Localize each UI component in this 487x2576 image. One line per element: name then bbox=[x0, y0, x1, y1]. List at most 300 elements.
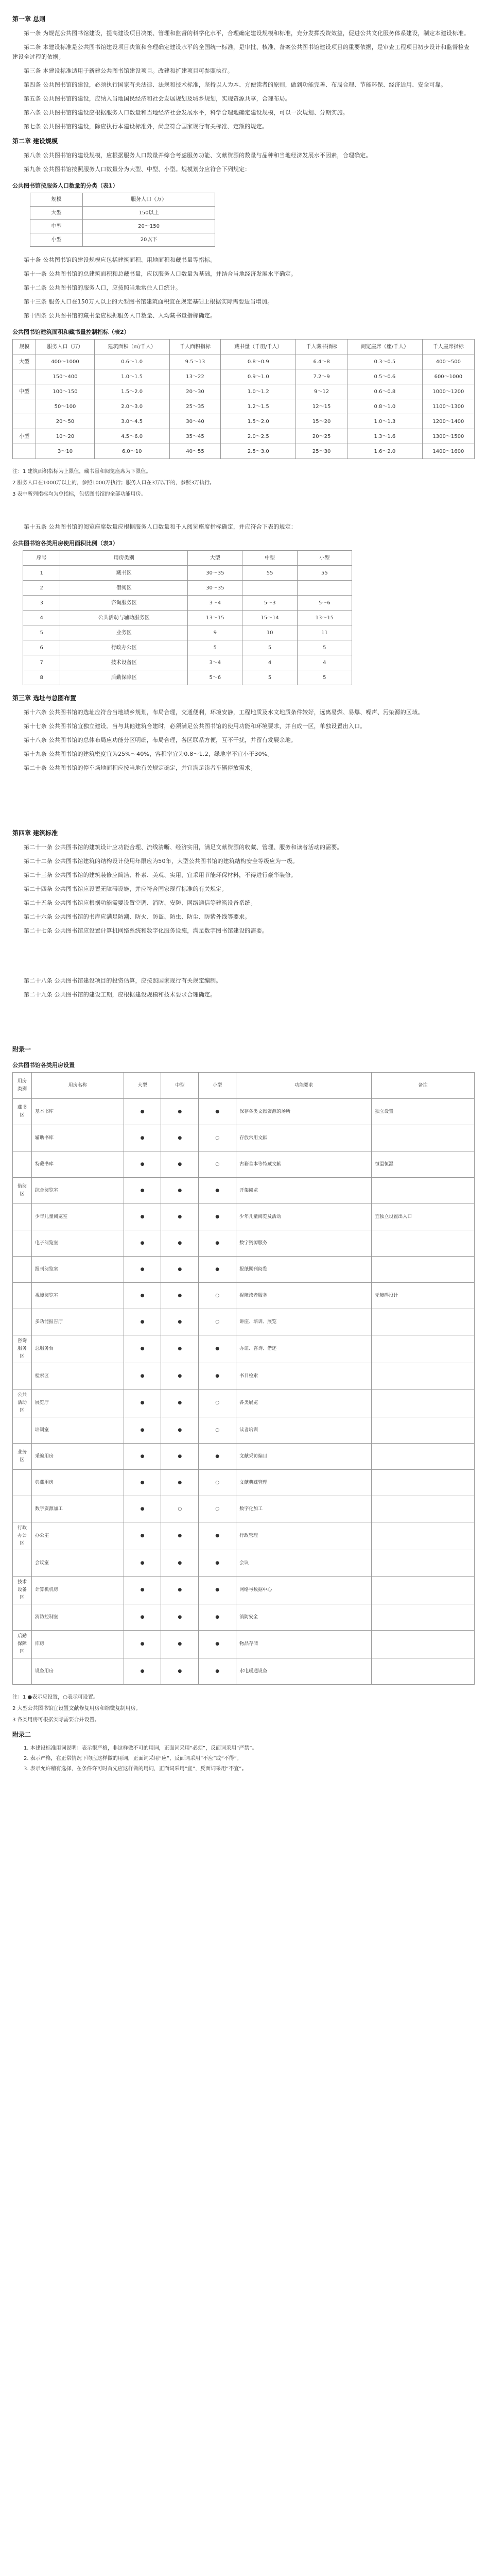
table-cell: 13～22 bbox=[169, 369, 221, 384]
table-cell: ● bbox=[161, 1309, 199, 1335]
appendix-note: 注：1 ●表示应设置，○表示可设置。 bbox=[12, 1694, 98, 1700]
table-row bbox=[13, 1335, 475, 1363]
table-cell: ● bbox=[199, 1230, 236, 1257]
table-cell: 保存各类文献资源的场所 bbox=[236, 1099, 372, 1125]
table-cell: ● bbox=[124, 1522, 161, 1550]
table-header-row bbox=[30, 193, 215, 207]
table-row bbox=[13, 1099, 475, 1125]
table-cell: 各类展览 bbox=[236, 1389, 372, 1417]
table-cell: 1.5～2.0 bbox=[94, 384, 169, 399]
paragraph: 第十条 公共图书馆的建设规模应包括建筑面积、用地面积和藏书量等指标。 bbox=[24, 257, 216, 263]
table-row bbox=[13, 1204, 475, 1230]
table-cell: 培训室 bbox=[32, 1417, 124, 1444]
table-4-caption: 公共图书馆各类用房设置 bbox=[12, 1062, 75, 1069]
table-cell: ● bbox=[124, 1577, 161, 1604]
table-cell bbox=[372, 1309, 475, 1335]
table-header-cell: 千人座席指标 bbox=[422, 340, 474, 354]
paragraph: 第三条 本建设标准适用于新建公共图书馆建设项目。改建和扩建项目可参照执行。 bbox=[24, 67, 233, 74]
chapter-heading-4: 第四章 建筑标准 bbox=[12, 829, 58, 837]
table-cell: 6.4～8 bbox=[296, 354, 347, 369]
table-cell: ○ bbox=[199, 1125, 236, 1151]
paragraph: 第八条 公共图书馆的建设规模，应根据服务人口数量并综合考虑服务功能、文献资源的数量与品种和当地经济发展水平因素，合理确定。 bbox=[24, 152, 372, 159]
table-cell: 数字资源服务 bbox=[236, 1230, 372, 1257]
table-cell: 基本书库 bbox=[32, 1099, 124, 1125]
table-cell: 1300～1500 bbox=[422, 429, 474, 444]
table-cell bbox=[13, 1230, 32, 1257]
table-cell: 咨询服务区 bbox=[60, 596, 188, 611]
table-cell bbox=[372, 1335, 475, 1363]
appendix-note: 3 各类用房可根据实际需要合并设置。 bbox=[12, 1717, 100, 1723]
table-cell: 1.6～2.0 bbox=[347, 444, 423, 459]
table-cell bbox=[372, 1178, 475, 1204]
table-row bbox=[13, 1522, 475, 1550]
table-cell: 6 bbox=[23, 640, 60, 655]
table-cell: 电子阅览室 bbox=[32, 1230, 124, 1257]
paragraph: 第九条 公共图书馆按照服务人口数量分为大型、中型、小型。规模划分应符合下列规定： bbox=[24, 166, 251, 173]
table-cell: ● bbox=[161, 1389, 199, 1417]
table-row bbox=[23, 655, 352, 670]
table-cell: 数字资源加工 bbox=[32, 1496, 124, 1522]
paragraph: 第四条 公共图书馆的建设，必须执行国家有关法律、法规和技术标准，坚持以人为本、方便读者的原则，做到功能完善、布局合理、节能环保、经济适用、安全可靠。 bbox=[24, 81, 447, 88]
table-row bbox=[13, 399, 475, 414]
table-row bbox=[13, 1309, 475, 1335]
table-cell: ● bbox=[199, 1658, 236, 1685]
paragraph: 第十六条 公共图书馆的选址应符合当地城乡规划，布局合理，交通便利，环境安静，工程地质及水文地质条件较好，远离易燃、易爆、噪声、污染源的区域。 bbox=[24, 709, 424, 716]
table-cell: 行政管理 bbox=[236, 1522, 372, 1550]
table-cell: 0.9～1.0 bbox=[221, 369, 296, 384]
table-cell: 后勤保障区 bbox=[13, 1631, 32, 1658]
table-cell: 0.3～0.5 bbox=[347, 354, 423, 369]
paragraph: 第二十条 公共图书馆的停车场地面积应按当地有关规定确定，并宜满足读者车辆停放需求。 bbox=[24, 765, 256, 771]
table-cell bbox=[372, 1363, 475, 1389]
table-header-cell: 用房名称 bbox=[32, 1073, 124, 1099]
table-cell: 5～3 bbox=[242, 596, 297, 611]
table-cell bbox=[372, 1496, 475, 1522]
table-cell bbox=[13, 399, 36, 414]
table-cell bbox=[13, 369, 36, 384]
table-cell: ● bbox=[124, 1470, 161, 1496]
table-cell: 技术设备区 bbox=[60, 655, 188, 670]
table-cell bbox=[13, 444, 36, 459]
table-cell: 设备用房 bbox=[32, 1658, 124, 1685]
table-row bbox=[30, 220, 215, 233]
table-row bbox=[13, 1631, 475, 1658]
table-cell bbox=[372, 1444, 475, 1470]
paragraph: 第二十七条 公共图书馆应设置计算机网络系统和数字化服务设施，满足数字图书馆建设的需要。 bbox=[24, 927, 268, 934]
table-row bbox=[13, 429, 475, 444]
table-cell: 5～6 bbox=[188, 670, 242, 685]
table-cell: ● bbox=[124, 1604, 161, 1631]
table-cell bbox=[13, 1470, 32, 1496]
table-cell bbox=[13, 1550, 32, 1577]
table-cell: 1.5～2.0 bbox=[221, 414, 296, 429]
paragraph: 第十九条 公共图书馆的建筑密度宜为25%～40%，容积率宜为0.8～1.2，绿地率不宜小于30%。 bbox=[24, 751, 273, 757]
table-cell: 大型 bbox=[13, 354, 36, 369]
table-header-cell: 服务人口（万） bbox=[83, 193, 215, 207]
table-cell: ● bbox=[124, 1389, 161, 1417]
table-header-cell: 千人藏书指标 bbox=[296, 340, 347, 354]
table-cell: 水电暖通设备 bbox=[236, 1658, 372, 1685]
table-cell: 150～400 bbox=[36, 369, 95, 384]
table-2 bbox=[12, 339, 475, 459]
table-cell: ○ bbox=[199, 1151, 236, 1178]
table-cell: 15～14 bbox=[242, 611, 297, 625]
table-cell bbox=[242, 581, 297, 596]
table-cell: 5 bbox=[188, 640, 242, 655]
table-cell bbox=[13, 1257, 32, 1283]
paragraph: 第二十三条 公共图书馆的建筑装修应简洁、朴素、美观、实用，宜采用节能环保材料，不得进行豪华装修。 bbox=[24, 872, 297, 878]
table-cell: 视障读者服务 bbox=[236, 1283, 372, 1309]
table-cell bbox=[13, 1658, 32, 1685]
chapter-heading-1: 第一章 总则 bbox=[12, 15, 46, 23]
table-cell bbox=[297, 581, 352, 596]
table-cell: 4 bbox=[242, 655, 297, 670]
table-cell: 2.0～3.0 bbox=[94, 399, 169, 414]
table-cell: 物品存储 bbox=[236, 1631, 372, 1658]
paragraph: 第二十二条 公共图书馆建筑的结构设计使用年限应为50年，大型公共图书馆的建筑结构安全等级应为一级。 bbox=[24, 858, 299, 865]
table-cell: ● bbox=[161, 1658, 199, 1685]
table-cell: 读者培训 bbox=[236, 1417, 372, 1444]
table-cell: ● bbox=[124, 1496, 161, 1522]
table-cell: 报刊阅览室 bbox=[32, 1257, 124, 1283]
table-header-cell: 用房类别 bbox=[13, 1073, 32, 1099]
table-cell bbox=[13, 414, 36, 429]
table-cell: ○ bbox=[199, 1417, 236, 1444]
table-cell: 少年儿童阅览室 bbox=[32, 1204, 124, 1230]
table-cell: ● bbox=[124, 1550, 161, 1577]
table-cell bbox=[372, 1631, 475, 1658]
table-cell: 特藏书库 bbox=[32, 1151, 124, 1178]
table-cell: 1.3～1.6 bbox=[347, 429, 423, 444]
appendix-notes bbox=[12, 1693, 475, 1725]
table-cell: 5 bbox=[297, 640, 352, 655]
table-cell: 30～40 bbox=[169, 414, 221, 429]
table-cell bbox=[13, 1604, 32, 1631]
table-header-cell: 藏书量（千册/千人） bbox=[221, 340, 296, 354]
table-cell: 借阅区 bbox=[60, 581, 188, 596]
table-cell: ● bbox=[124, 1444, 161, 1470]
table-row bbox=[13, 1658, 475, 1685]
table-row bbox=[13, 1577, 475, 1604]
table-cell: 7 bbox=[23, 655, 60, 670]
table-cell: 11 bbox=[297, 625, 352, 640]
table-row bbox=[23, 611, 352, 625]
table-cell: 办公室 bbox=[32, 1522, 124, 1550]
table-cell: 综合阅览室 bbox=[32, 1178, 124, 1204]
table-cell: ○ bbox=[199, 1496, 236, 1522]
table-cell: ● bbox=[124, 1658, 161, 1685]
table-cell: ● bbox=[199, 1550, 236, 1577]
table-cell: 1400～1600 bbox=[422, 444, 474, 459]
paragraph: 第二十四条 公共图书馆应设置无障碍设施，并应符合国家现行标准的有关规定。 bbox=[24, 886, 228, 892]
table-cell: ● bbox=[161, 1125, 199, 1151]
table-cell: 宜独立设置出入口 bbox=[372, 1204, 475, 1230]
table-cell: ● bbox=[124, 1631, 161, 1658]
table-cell: 少年儿童阅览及活动 bbox=[236, 1204, 372, 1230]
table-cell: ○ bbox=[199, 1283, 236, 1309]
table-header-cell: 规模 bbox=[30, 193, 83, 207]
table-cell: 恒温恒湿 bbox=[372, 1151, 475, 1178]
table-row bbox=[13, 1257, 475, 1283]
table-cell: 40～55 bbox=[169, 444, 221, 459]
table-header-cell: 规模 bbox=[13, 340, 36, 354]
table-cell: 1.2～1.5 bbox=[221, 399, 296, 414]
table-row bbox=[13, 369, 475, 384]
table-row bbox=[30, 233, 215, 247]
table-cell bbox=[372, 1257, 475, 1283]
table-cell: 报纸期刊阅览 bbox=[236, 1257, 372, 1283]
table-cell: 计算机机房 bbox=[32, 1577, 124, 1604]
table-cell: 20以下 bbox=[83, 233, 215, 247]
table-cell: 咨询服务区 bbox=[13, 1335, 32, 1363]
table-cell: 3 bbox=[23, 596, 60, 611]
table-cell: ● bbox=[124, 1230, 161, 1257]
table-cell: 会议 bbox=[236, 1550, 372, 1577]
table-1-caption: 公共图书馆按服务人口数量的分类（表1） bbox=[12, 182, 118, 189]
paragraph: 第二十一条 公共图书馆的建筑设计应功能合理、流线清晰、经济实用，满足文献资源的收藏、管理、服务和读者活动的需要。 bbox=[24, 844, 343, 851]
table-cell: ● bbox=[161, 1230, 199, 1257]
table-cell: 2.0～2.5 bbox=[221, 429, 296, 444]
table-row bbox=[23, 581, 352, 596]
table-note: 2 服务人口在1000万以上的，参照1000万执行；服务人口在3万以下的，参照3万执行。 bbox=[12, 480, 215, 486]
table-cell: ● bbox=[161, 1283, 199, 1309]
table-header-cell: 中型 bbox=[242, 551, 297, 566]
table-cell: ● bbox=[124, 1099, 161, 1125]
table-cell: ● bbox=[124, 1283, 161, 1309]
paragraph: 第十八条 公共图书馆的总体布局应功能分区明确，布局合理，各区联系方便，互不干扰，并留有发展余地。 bbox=[24, 737, 297, 743]
chapter-heading-2: 第二章 建设规模 bbox=[12, 138, 58, 145]
table-3-caption: 公共图书馆各类用房使用面积比例（表3） bbox=[12, 540, 118, 547]
table-cell bbox=[372, 1604, 475, 1631]
table-header-row bbox=[13, 340, 475, 354]
table-header-cell: 建筑面积（㎡/千人） bbox=[94, 340, 169, 354]
table-cell: 消防安全 bbox=[236, 1604, 372, 1631]
table-cell bbox=[372, 1125, 475, 1151]
table-cell: 5～6 bbox=[297, 596, 352, 611]
table-row bbox=[13, 1389, 475, 1417]
table-row bbox=[23, 640, 352, 655]
table-3 bbox=[23, 550, 352, 685]
table-cell: 文献采访编目 bbox=[236, 1444, 372, 1470]
table-cell: 中型 bbox=[13, 384, 36, 399]
table-cell: 5 bbox=[242, 670, 297, 685]
table-cell: ○ bbox=[199, 1309, 236, 1335]
table-cell: 35～45 bbox=[169, 429, 221, 444]
table-cell bbox=[13, 1151, 32, 1178]
table-cell: 9～12 bbox=[296, 384, 347, 399]
table-cell bbox=[372, 1522, 475, 1550]
table-cell: 大型 bbox=[30, 207, 83, 220]
table-cell: 2.5～3.0 bbox=[221, 444, 296, 459]
appendix-heading: 附录一 bbox=[12, 1046, 31, 1053]
table-cell: 5 bbox=[242, 640, 297, 655]
table-row bbox=[13, 354, 475, 369]
paragraph: 第二十五条 公共图书馆应根据功能需要设置空调、消防、安防、网络通信等建筑设备系统。 bbox=[24, 900, 256, 906]
table-cell: 4.5～6.0 bbox=[94, 429, 169, 444]
table-cell: 4 bbox=[297, 655, 352, 670]
appendix-note: 2 大型公共图书馆宜设置文献修复用房和缩微复制用房。 bbox=[12, 1706, 141, 1711]
table-header-cell: 千人面积指标 bbox=[169, 340, 221, 354]
table-cell: 辅助书库 bbox=[32, 1125, 124, 1151]
table-cell: 20～50 bbox=[36, 414, 95, 429]
table-cell bbox=[372, 1230, 475, 1257]
table-cell bbox=[372, 1658, 475, 1685]
table-cell: 600～1000 bbox=[422, 369, 474, 384]
table-header-cell: 序号 bbox=[23, 551, 60, 566]
table-cell: 13～15 bbox=[297, 611, 352, 625]
table-cell: ● bbox=[199, 1444, 236, 1470]
paragraph: 第二十八条 公共图书馆建设项目的投资估算，应按照国家现行有关规定编制。 bbox=[24, 977, 222, 984]
table-cell: 9 bbox=[188, 625, 242, 640]
table-cell: 3～4 bbox=[188, 596, 242, 611]
table-cell: 独立设置 bbox=[372, 1099, 475, 1125]
table-cell: 3～4 bbox=[188, 655, 242, 670]
table-1 bbox=[30, 193, 215, 247]
table-cell: 1.0～1.2 bbox=[221, 384, 296, 399]
paragraph: 第六条 公共图书馆的建设应根据服务人口数量和当地经济社会发展水平，科学合理地确定建设规模，可以一次规划、分期实施。 bbox=[24, 109, 349, 116]
table-cell: ● bbox=[124, 1178, 161, 1204]
table-cell: 藏书区 bbox=[13, 1099, 32, 1125]
table-cell bbox=[13, 1363, 32, 1389]
table-cell bbox=[13, 1204, 32, 1230]
paragraph: 第二十六条 公共图书馆的书库应满足防潮、防火、防盗、防虫、防尘、防紫外线等要求。 bbox=[24, 913, 251, 920]
paragraph: 第十二条 公共图书馆的服务人口，应按照当地常住人口统计。 bbox=[24, 284, 182, 291]
table-cell: 展览厅 bbox=[32, 1389, 124, 1417]
paragraph: 第十三条 服务人口在150万人以上的大型图书馆建筑面积宜在规定基础上根据实际需要适当增加。 bbox=[24, 298, 273, 305]
table-cell: 55 bbox=[242, 566, 297, 581]
table-cell: ● bbox=[161, 1444, 199, 1470]
table-cell: 50～100 bbox=[36, 399, 95, 414]
table-cell: 5 bbox=[23, 625, 60, 640]
table-cell: ● bbox=[199, 1577, 236, 1604]
table-cell bbox=[372, 1417, 475, 1444]
table-cell: 0.6～0.8 bbox=[347, 384, 423, 399]
table-cell: 20～150 bbox=[83, 220, 215, 233]
table-cell: ● bbox=[199, 1099, 236, 1125]
table-cell: 公共活动与辅助服务区 bbox=[60, 611, 188, 625]
table-header-cell: 用房类别 bbox=[60, 551, 188, 566]
table-cell: ● bbox=[161, 1604, 199, 1631]
table-cell: 150以上 bbox=[83, 207, 215, 220]
table-row bbox=[23, 625, 352, 640]
table-cell: 0.8～0.9 bbox=[221, 354, 296, 369]
table-cell: 9.5～13 bbox=[169, 354, 221, 369]
table-cell: 3～10 bbox=[36, 444, 95, 459]
table-cell: ● bbox=[161, 1363, 199, 1389]
table-4 bbox=[12, 1072, 475, 1685]
table-header-cell: 小型 bbox=[199, 1073, 236, 1099]
table-cell: 存放常用文献 bbox=[236, 1125, 372, 1151]
table-row bbox=[13, 444, 475, 459]
table-cell: 30～35 bbox=[188, 566, 242, 581]
table-row bbox=[13, 1363, 475, 1389]
table-cell: 典藏用房 bbox=[32, 1470, 124, 1496]
table-cell: ● bbox=[161, 1577, 199, 1604]
table-cell: 2 bbox=[23, 581, 60, 596]
table-cell: 书目检索 bbox=[236, 1363, 372, 1389]
table-header-cell: 大型 bbox=[124, 1073, 161, 1099]
table-cell: 1000～1200 bbox=[422, 384, 474, 399]
chapter-heading-3: 第三章 选址与总图布置 bbox=[12, 694, 77, 702]
table-cell: ● bbox=[161, 1417, 199, 1444]
table-cell: ○ bbox=[161, 1496, 199, 1522]
table-cell bbox=[13, 1125, 32, 1151]
table-cell: 15～20 bbox=[296, 414, 347, 429]
paragraph: 第五条 公共图书馆的建设，应纳入当地国民经济和社会发展规划及城乡规划，实现资源共享，合理布局。 bbox=[24, 95, 291, 102]
table-row bbox=[13, 1230, 475, 1257]
paragraph: 第七条 公共图书馆的建设，除应执行本建设标准外，尚应符合国家现行有关标准、定额的规定。 bbox=[24, 123, 268, 130]
table-row bbox=[13, 1283, 475, 1309]
table-cell: 20～30 bbox=[169, 384, 221, 399]
table-cell: ● bbox=[199, 1604, 236, 1631]
table-cell: 55 bbox=[297, 566, 352, 581]
table-cell: 会议室 bbox=[32, 1550, 124, 1577]
table-header-cell: 小型 bbox=[297, 551, 352, 566]
table-row bbox=[13, 1417, 475, 1444]
table-header-row bbox=[13, 1073, 475, 1099]
table-cell: 多功能报告厅 bbox=[32, 1309, 124, 1335]
table-cell: 藏书区 bbox=[60, 566, 188, 581]
table-cell: 100～150 bbox=[36, 384, 95, 399]
table-cell: 公共活动区 bbox=[13, 1389, 32, 1417]
table-cell: ● bbox=[199, 1631, 236, 1658]
table-cell: ● bbox=[199, 1363, 236, 1389]
list-item: 1. 本建设标准用词说明：表示很严格，非这样做不可的用词，正面词采用“必须”，反面词采用“严禁”。 bbox=[24, 1745, 257, 1751]
table-cell: ● bbox=[124, 1363, 161, 1389]
table-cell: ● bbox=[124, 1417, 161, 1444]
table-cell bbox=[372, 1389, 475, 1417]
table-cell: 30～35 bbox=[188, 581, 242, 596]
table-cell: 小型 bbox=[30, 233, 83, 247]
table-cell: 400～1000 bbox=[36, 354, 95, 369]
table-header-cell: 大型 bbox=[188, 551, 242, 566]
table-header-cell: 阅览座席（座/千人） bbox=[347, 340, 423, 354]
table-cell: 8 bbox=[23, 670, 60, 685]
table-cell: 0.6～1.0 bbox=[94, 354, 169, 369]
table-cell: 业务区 bbox=[60, 625, 188, 640]
table-cell: 13～15 bbox=[188, 611, 242, 625]
table-cell: 讲座、培训、展览 bbox=[236, 1309, 372, 1335]
table-cell: 25～35 bbox=[169, 399, 221, 414]
table-cell: 5 bbox=[297, 670, 352, 685]
table-cell: ● bbox=[124, 1257, 161, 1283]
table-cell: ● bbox=[161, 1178, 199, 1204]
table-cell: 后勤保障区 bbox=[60, 670, 188, 685]
table-cell: ● bbox=[124, 1309, 161, 1335]
table-row bbox=[13, 1604, 475, 1631]
table-cell: 采编用房 bbox=[32, 1444, 124, 1470]
table-cell: 6.0～10 bbox=[94, 444, 169, 459]
table-row bbox=[13, 414, 475, 429]
table-cell bbox=[372, 1550, 475, 1577]
table-cell bbox=[13, 1417, 32, 1444]
paragraph: 第一条 为规范公共图书馆建设，提高建设项目决策、管理和监督的科学化水平，合理确定建设规模和标准，充分发挥投资效益，促进公共文化服务体系建设，制定本建设标准。 bbox=[24, 30, 470, 37]
list-item: 2. 表示严格，在正常情况下均应这样做的用词，正面词采用“应”，反面词采用“不应”或“不得”。 bbox=[24, 1756, 242, 1761]
table-row bbox=[13, 1125, 475, 1151]
table-2-caption: 公共图书馆建筑面积和藏书量控制指标（表2） bbox=[12, 329, 130, 335]
table-cell: ● bbox=[124, 1151, 161, 1178]
table-row bbox=[13, 1151, 475, 1178]
table-cell: ● bbox=[161, 1151, 199, 1178]
table-cell: ○ bbox=[199, 1389, 236, 1417]
table-cell: ● bbox=[124, 1335, 161, 1363]
table-cell: 10～20 bbox=[36, 429, 95, 444]
table-cell: 3.0～4.5 bbox=[94, 414, 169, 429]
table-cell: 小型 bbox=[13, 429, 36, 444]
table-cell: 业务区 bbox=[13, 1444, 32, 1470]
paragraph: 第十五条 公共图书馆的阅览座席数量应根据服务人口数量和千人阅览座席指标确定，并应符合下表的规定： bbox=[24, 523, 297, 530]
table-cell: 4 bbox=[23, 611, 60, 625]
